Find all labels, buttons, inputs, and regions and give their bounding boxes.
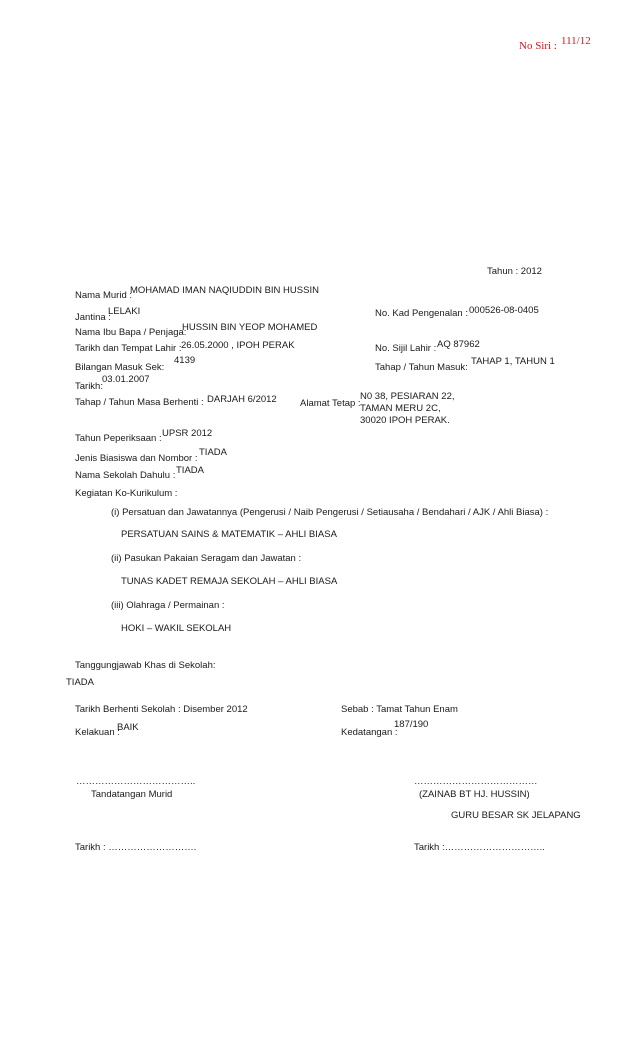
- alamat-line-2: TAMAN MERU 2C,: [360, 403, 441, 414]
- tahap-masuk-value: TAHAP 1, TAHUN 1: [471, 356, 555, 367]
- kad-label: No. Kad Pengenalan :: [375, 308, 468, 319]
- bilangan-value: 4139: [174, 355, 196, 366]
- tahap-masuk-label: Tahap / Tahun Masuk:: [375, 362, 468, 373]
- lahir-label: Tarikh dan Tempat Lahir :: [75, 343, 182, 354]
- guru-signature-line: …………………………………: [414, 776, 538, 787]
- peperiksaan-value: UPSR 2012: [162, 428, 213, 439]
- jantina-value: LELAKI: [108, 306, 141, 317]
- ibubapa-value: HUSSIN BIN YEOP MOHAMED: [182, 322, 318, 333]
- berhenti-value: DARJAH 6/2012: [207, 394, 277, 405]
- nama-murid-label: Nama Murid :: [75, 290, 133, 301]
- kokurikulum-item2-label: (ii) Pasukan Pakaian Seragam dan Jawatan :: [111, 553, 302, 564]
- bilangan-label: Bilangan Masuk Sek:: [75, 362, 165, 373]
- sijil-value: AQ 87962: [437, 339, 480, 350]
- kokurikulum-label: Kegiatan Ko-Kurikulum :: [75, 488, 178, 499]
- tarikh-berhenti: Tarikh Berhenti Sekolah : Disember 2012: [75, 704, 248, 715]
- murid-signature-label: Tandatangan Murid: [91, 789, 173, 800]
- sebab: Sebab : Tamat Tahun Enam: [341, 704, 458, 715]
- kad-value: 000526-08-0405: [469, 305, 539, 316]
- sijil-label: No. Sijil Lahir :: [375, 343, 437, 354]
- tarikh-label: Tarikh:: [75, 381, 103, 392]
- no-siri-value: 111/12: [561, 35, 591, 47]
- kelakuan-value: BAIK: [117, 722, 139, 733]
- kokurikulum-item3-label: (iii) Olahraga / Permainan :: [111, 600, 225, 611]
- kokurikulum-item2-value: TUNAS KADET REMAJA SEKOLAH – AHLI BIASA: [121, 576, 338, 587]
- kelakuan-label: Kelakuan :: [75, 727, 120, 738]
- alamat-label: Alamat Tetap :: [300, 398, 361, 409]
- berhenti-label: Tahap / Tahun Masa Berhenti :: [75, 397, 204, 408]
- biasiswa-value: TIADA: [199, 447, 227, 458]
- kokurikulum-item3-value: HOKI – WAKIL SEKOLAH: [121, 623, 232, 634]
- alamat-line-3: 30020 IPOH PERAK.: [360, 415, 450, 426]
- jantina-label: Jantina :: [75, 312, 111, 323]
- no-siri-label: No Siri :: [519, 40, 557, 52]
- sekolah-dahulu-label: Nama Sekolah Dahulu :: [75, 470, 176, 481]
- tarikh-left: Tarikh : ……………………….: [75, 842, 197, 853]
- kokurikulum-item1-label: (i) Persatuan dan Jawatannya (Pengerusi / Naib Pengerusi / Setiausaha / Bendahari / AJK / Ahli Biasa) :: [111, 507, 549, 518]
- nama-murid-value: MOHAMAD IMAN NAQIUDDIN BIN HUSSIN: [130, 285, 319, 296]
- guru-title: GURU BESAR SK JELAPANG: [451, 810, 581, 821]
- sekolah-dahulu-value: TIADA: [176, 465, 204, 476]
- murid-signature-line: ………………………………..: [76, 776, 196, 787]
- ibubapa-label: Nama Ibu Bapa / Penjaga:: [75, 327, 187, 338]
- lahir-value: 26.05.2000 , IPOH PERAK: [181, 340, 295, 351]
- alamat-line-1: N0 38, PESIARAN 22,: [360, 391, 455, 402]
- tarikh-right: Tarikh :…………………………..: [414, 842, 545, 853]
- tahun: Tahun : 2012: [487, 266, 542, 277]
- guru-name: (ZAINAB BT HJ. HUSSIN): [419, 789, 530, 800]
- kedatangan-value: 187/190: [394, 719, 429, 730]
- tarikh-value: 03.01.2007: [102, 374, 150, 385]
- biasiswa-label: Jenis Biasiswa dan Nombor :: [75, 453, 198, 464]
- peperiksaan-label: Tahun Peperiksaan :: [75, 433, 162, 444]
- kedatangan-label: Kedatangan :: [341, 727, 398, 738]
- kokurikulum-item1-value: PERSATUAN SAINS & MATEMATIK – AHLI BIASA: [121, 529, 337, 540]
- tanggungjawab-value: TIADA: [66, 677, 94, 688]
- tanggungjawab-label: Tanggungjawab Khas di Sekolah:: [75, 660, 216, 671]
